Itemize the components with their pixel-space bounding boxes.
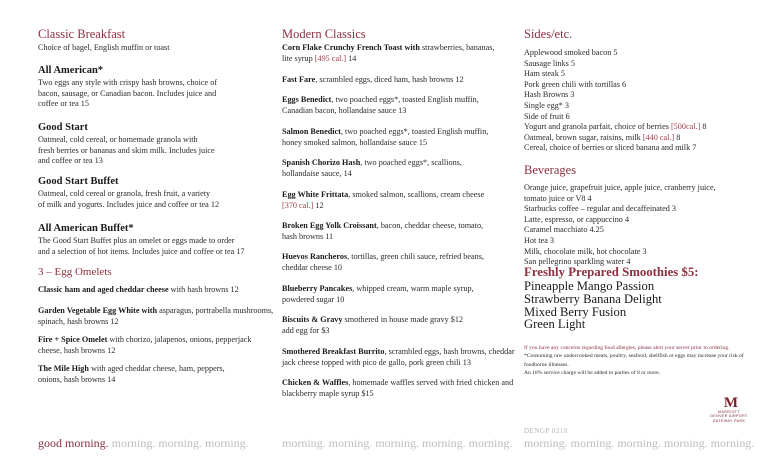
side-item-text: Yogurt and granola parfait, choice of berries <box>524 122 671 132</box>
menu-item-line <box>282 263 484 274</box>
menu-item-line <box>282 138 488 149</box>
smoothie-item: Pineapple Mango Passion <box>524 279 655 293</box>
side-item <box>524 122 706 133</box>
calorie-count: [440 cal.] <box>642 132 675 142</box>
menu-item-description: and coffee or tea 13 <box>38 156 103 166</box>
logo-line: GATEWAY PARK <box>712 418 746 423</box>
marriott-logo <box>706 396 752 423</box>
menu-item-name: Egg White Frittata <box>282 190 349 199</box>
menu-item-line <box>282 358 515 369</box>
menu-item <box>38 306 273 327</box>
menu-item <box>38 64 268 110</box>
side-item <box>524 48 706 59</box>
menu-item-name: Garden Vegetable Egg White with <box>38 306 158 315</box>
menu-item-description: coffee or tea 15 <box>38 99 89 109</box>
menu-item-description: hollandaise sauce, 14 <box>282 168 352 178</box>
menu-item-description: lite syrup <box>282 53 315 63</box>
beverage-item: Caramel macchiato 4.25 <box>524 225 604 235</box>
menu-item-line <box>282 106 479 117</box>
side-item <box>524 69 706 80</box>
menu-item-description: Oatmeal, cold cereal or granola, fresh fruit, a variety <box>38 189 211 198</box>
side-item-text: Cereal, choice of berries or sliced banana and milk 7 <box>524 143 697 153</box>
smoothies-heading: Freshly Prepared Smoothies $5: <box>524 265 699 279</box>
logo-line: DENVER AIRPORT <box>710 414 748 419</box>
menu-item <box>282 43 495 64</box>
menu-item-description: powdered sugar 10 <box>282 294 345 304</box>
menu-item-line <box>38 364 225 375</box>
calorie-count: [495 cal.] <box>314 53 347 63</box>
menu-item-line <box>282 315 463 326</box>
menu-item-description: of milk and yogurts. Includes juice and coffee or tea 12 <box>38 199 220 209</box>
menu-item-price: 14 <box>346 53 357 63</box>
menu-item-name: Chicken & Waffles <box>282 378 349 387</box>
menu-item-name: Fast Fare <box>282 75 316 84</box>
side-item <box>524 59 706 70</box>
footer-tagline: morning. morning. morning. morning. morning. <box>282 436 513 450</box>
service-charge-notice: An 18% service charge will be added to parties of 8 or more. <box>524 370 661 377</box>
menu-item-line <box>282 95 479 106</box>
menu-item <box>282 75 464 86</box>
menu-item-description: honey smoked salmon, hollandaise sauce 15 <box>282 137 428 147</box>
menu-item-description: , two poached eggs*, toasted English muffin, <box>340 127 489 136</box>
menu-item-description: add egg for $3 <box>282 325 330 335</box>
menu-item-name: Huevos Rancheros <box>282 252 348 261</box>
menu-item-line <box>282 326 463 337</box>
logo-line: MARRIOTT <box>718 410 740 414</box>
menu-item-description: , homemade waffles served with fried chicken and <box>348 378 514 387</box>
sides-heading: Sides/etc. <box>524 27 573 41</box>
menu-item-description: bacon, sausage, or Canadian bacon. Includes juice and <box>38 88 217 98</box>
menu-item-line <box>38 375 225 386</box>
menu-item-description: , scrambled eggs, hash browns, cheddar <box>384 347 515 356</box>
menu-item <box>38 364 225 385</box>
side-item-text: Pork green chili with tortillas 6 <box>524 79 627 89</box>
menu-item <box>282 158 462 179</box>
side-item <box>524 143 706 154</box>
menu-item-line <box>282 284 474 295</box>
menu-item <box>38 335 251 356</box>
menu-item-description: blackberry maple syrup $15 <box>282 388 374 398</box>
menu-item-description: , tortillas, green chili sauce, refried beans, <box>347 252 484 261</box>
menu-item-description: Canadian bacon, hollandaise sauce 13 <box>282 105 407 115</box>
menu-item <box>38 222 268 257</box>
side-item-text: Single egg* 3 <box>524 100 570 110</box>
menu-item-line <box>38 306 273 317</box>
menu-item-line <box>282 347 515 358</box>
menu-item-description: and a selection of hot items. Includes juice and coffee or tea 17 <box>38 246 245 256</box>
menu-item-line <box>282 75 464 86</box>
calorie-count: [370 cal.] <box>282 200 314 210</box>
side-item-text: Hash Browns 3 <box>524 90 575 100</box>
menu-item-name: Good Start Buffet <box>38 176 119 187</box>
menu-item-description: Oatmeal, cold cereal, or homemade granola with <box>38 135 198 144</box>
menu-item-description: , smoked salmon, scallions, cream cheese <box>348 190 485 199</box>
menu-item <box>38 121 268 167</box>
menu-code: DENGP 0218 <box>524 427 568 435</box>
menu-item-description: with aged cheddar cheese, ham, peppers, <box>88 364 225 373</box>
beverage-item: Milk, chocolate milk, hot chocolate 3 <box>524 246 647 256</box>
smoothie-item: Green Light <box>524 317 586 332</box>
side-item-price: 8 <box>700 122 707 132</box>
side-item <box>524 112 706 123</box>
menu-item-description: strawberries, bananas, <box>419 43 495 52</box>
menu-item-description: fresh berries or bananas and skim milk. Includes juice <box>38 145 215 155</box>
menu-item-name: Fire + Spice Omelet <box>38 335 108 344</box>
menu-item-price: 12 <box>313 200 324 210</box>
menu-item <box>282 221 483 242</box>
menu-item <box>282 315 463 336</box>
menu-item-line <box>38 317 273 328</box>
modern-classics-heading: Modern Classics <box>282 27 366 41</box>
menu-item-name: Blueberry Pancakes <box>282 284 353 293</box>
menu-item-line <box>282 127 488 138</box>
menu-item <box>282 190 484 211</box>
menu-item-description: The Good Start Buffet plus an omelet or eggs made to order <box>38 236 235 245</box>
menu-item-line <box>282 54 495 65</box>
menu-item-name: Salmon Benedict <box>282 127 341 136</box>
side-item-text: Ham steak 5 <box>524 69 565 79</box>
menu-item-line <box>282 389 513 400</box>
menu-item-name: Classic ham and aged cheddar cheese <box>38 285 169 294</box>
calorie-count: [500cal.] <box>670 122 701 132</box>
menu-item-line <box>282 158 462 169</box>
menu-item-name: Corn Flake Crunchy French Toast with <box>282 43 420 52</box>
raw-food-notice: *Consuming raw undercooked meats, poultry, seafood, shellfish or eggs may increase your risk of foodborne illnesses. <box>524 353 744 368</box>
side-item <box>524 101 706 112</box>
menu-item-line <box>282 378 513 389</box>
side-item <box>524 133 706 144</box>
side-item-text: Oatmeal, brown sugar, raisins, milk <box>524 132 643 142</box>
menu-item-description: cheddar cheese 10 <box>282 262 343 272</box>
menu-item-description: with chorizo, jalapenos, onions, pepperjack <box>107 335 252 344</box>
side-item-text: Applewood smoked bacon 5 <box>524 48 618 57</box>
menu-item-description: onions, hash browns 14 <box>38 374 116 384</box>
beverage-item: Orange juice, grapefruit juice, apple juice, cranberry juice, <box>524 183 716 192</box>
allergy-notice: If you have any concerns regarding food allergies, please alert your server prior to ordering. <box>524 345 730 351</box>
menu-item-name: Smothered Breakfast Burrito <box>282 347 385 356</box>
menu-item-name: All American* <box>38 65 104 76</box>
menu-item-line <box>38 285 239 296</box>
beverages-heading: Beverages <box>524 163 577 177</box>
menu-item-description: Two eggs any style with crispy hash browns, choice of <box>38 78 218 87</box>
beverage-item: Starbucks coffee – regular and decaffeinated 3 <box>524 204 677 214</box>
smoothie-item: Strawberry Banana Delight <box>524 291 662 306</box>
beverage-item: Hot tea 3 <box>524 235 555 245</box>
omelets-heading: 3 – Egg Omelets <box>38 266 112 278</box>
menu-item-name: Eggs Benedict <box>282 95 332 104</box>
menu-item-description: spinach, hash browns 12 <box>38 316 119 326</box>
menu-item <box>282 95 479 116</box>
menu-item-description: hash browns 11 <box>282 231 334 241</box>
beverage-item: tomato juice or V8 4 <box>524 193 592 203</box>
beverage-item: Latte, espresso, or cappuccino 4 <box>524 214 630 224</box>
footer-tagline <box>38 436 249 451</box>
menu-item <box>282 127 488 148</box>
beverage-item: San pellegrino sparkling water 4 <box>524 257 631 267</box>
side-item-text: Side of fruit 6 <box>524 111 570 121</box>
classic-breakfast-subtitle: Choice of bagel, English muffin or toast <box>38 43 170 52</box>
menu-item-name: Spanish Chorizo Hash <box>282 158 361 167</box>
menu-item-description: , whipped cream, warm maple syrup, <box>352 284 474 293</box>
side-item-price: 8 <box>674 132 681 142</box>
menu-item-line <box>38 335 251 346</box>
menu-item-description: with hash browns 12 <box>168 285 239 294</box>
menu-item <box>282 284 474 305</box>
menu-item-line <box>282 201 484 212</box>
menu-item-name: Broken Egg Yolk Croissant <box>282 221 377 230</box>
menu-item-line <box>282 295 474 306</box>
menu-item-name: Good Start <box>38 122 88 133</box>
menu-item <box>282 252 484 273</box>
menu-item-description: cheese, hash browns 12 <box>38 345 116 355</box>
menu-item-line <box>38 346 251 357</box>
menu-item-description: asparagus, portrabella mushrooms, <box>157 306 274 315</box>
side-item <box>524 80 706 91</box>
menu-item-line <box>282 169 462 180</box>
menu-item <box>282 378 513 399</box>
menu-item-line <box>282 43 495 54</box>
marriott-m-icon: M <box>723 395 735 411</box>
morning-repeat-text: morning. morning. morning. <box>108 436 249 450</box>
menu-item-line <box>282 190 484 201</box>
menu-item-name: All American Buffet* <box>38 223 134 234</box>
menu-item-description: jack cheese topped with pico de gallo, pork green chili 13 <box>282 357 471 367</box>
side-item-text: Sausage links 5 <box>524 58 575 68</box>
menu-item-line <box>282 232 483 243</box>
menu-item-description: , bacon, cheddar cheese, tomato, <box>376 221 484 230</box>
menu-item <box>38 285 239 296</box>
menu-item <box>38 175 268 210</box>
menu-item-description: smothered in house made gravy $12 <box>342 315 464 324</box>
menu-item-description: , scrambled eggs, diced ham, hash browns 12 <box>315 75 464 84</box>
allergy-notes <box>524 344 756 378</box>
side-item <box>524 90 706 101</box>
menu-item-line <box>282 221 483 232</box>
menu-item-description: , two poached eggs*, scallions, <box>360 158 462 167</box>
classic-breakfast-heading: Classic Breakfast <box>38 27 126 41</box>
menu-item-description: , two poached eggs*, toasted English muffin, <box>331 95 479 104</box>
menu-item-name: The Mile High <box>38 364 89 373</box>
footer-tagline: morning. morning. morning. morning. morning. <box>524 436 755 450</box>
menu-item <box>282 347 515 368</box>
good-morning-text: good morning. <box>38 436 109 450</box>
menu-item-name: Biscuits & Gravy <box>282 315 343 324</box>
smoothie-item: Mixed Berry Fusion <box>524 304 627 319</box>
menu-item-line <box>282 252 484 263</box>
